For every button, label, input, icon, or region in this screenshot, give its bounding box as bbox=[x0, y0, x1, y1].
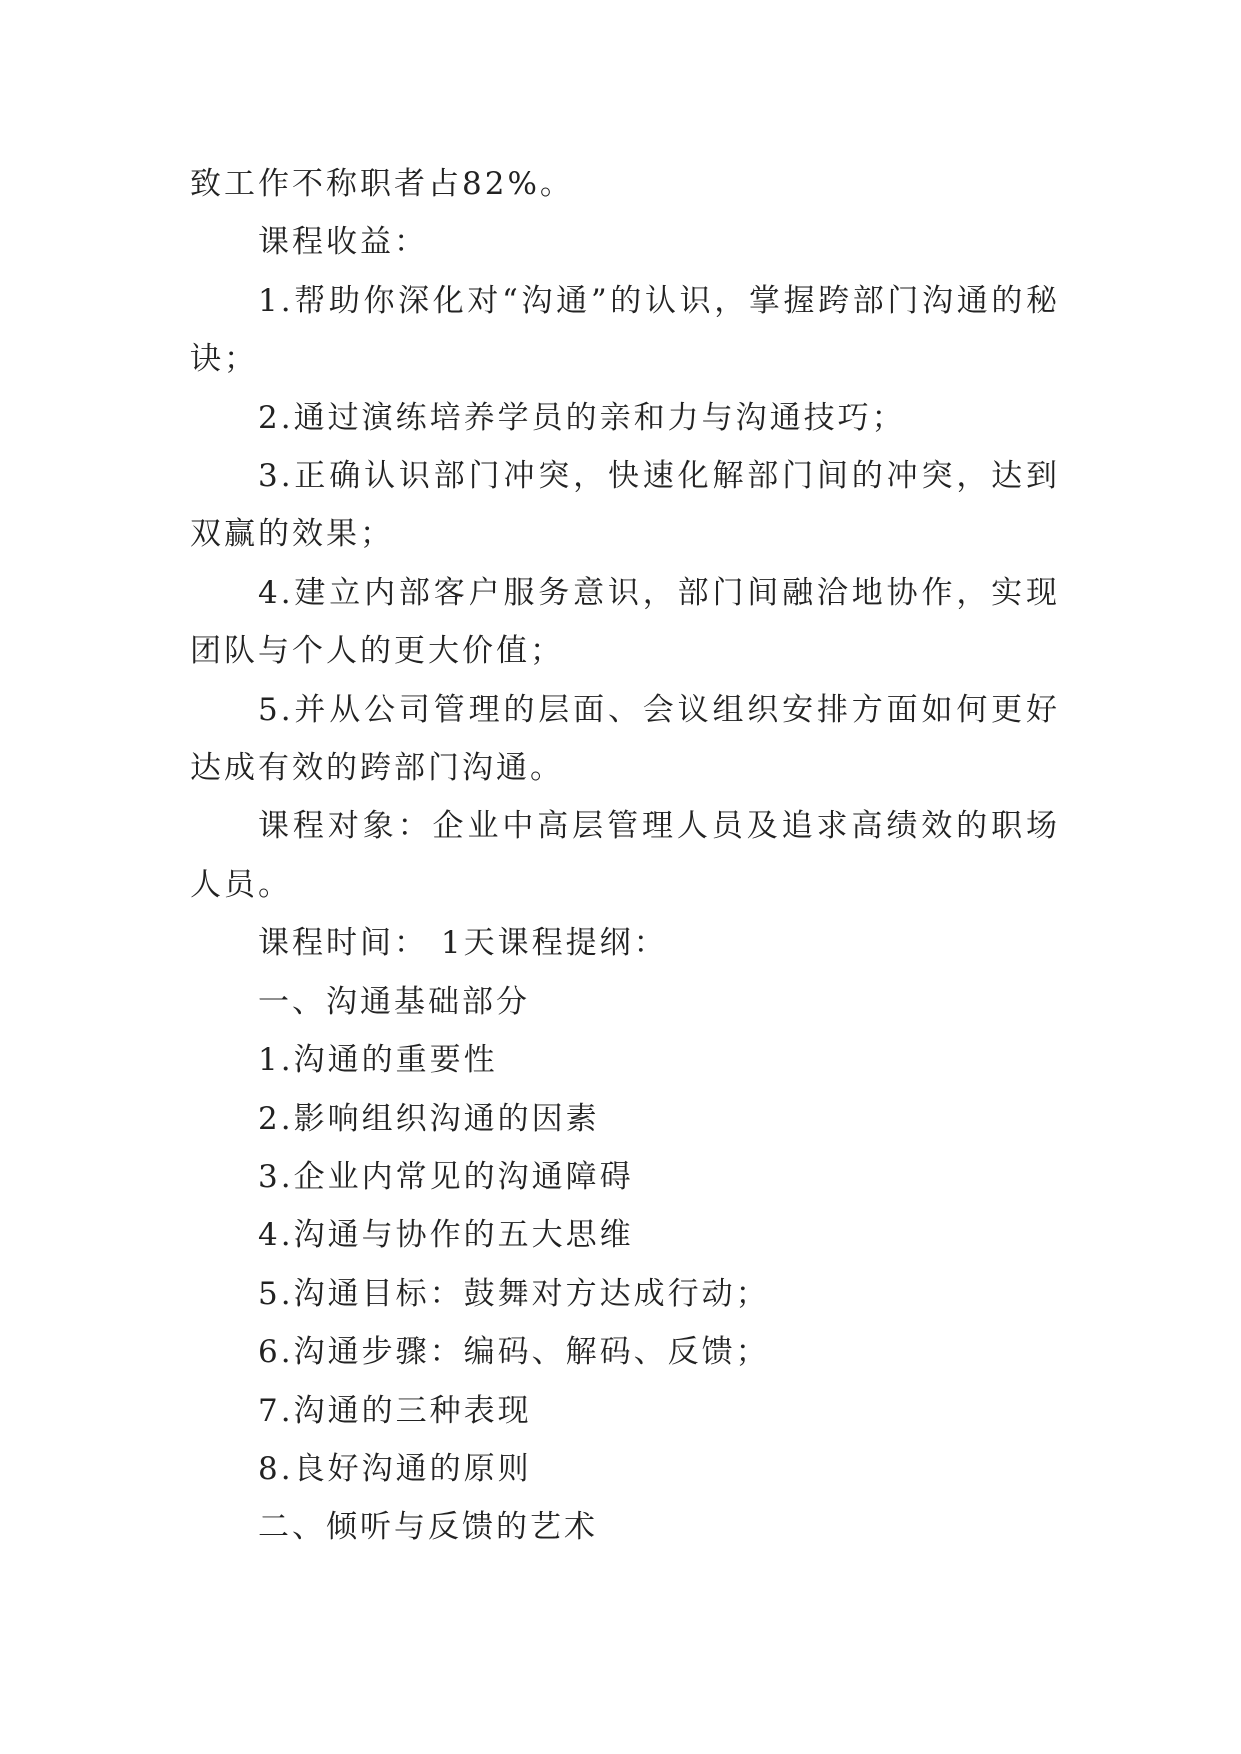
paragraph-outline-item-8: 8.良好沟通的原则 bbox=[258, 1450, 532, 1487]
paragraph-outline-item-1: 1.沟通的重要性 bbox=[258, 1042, 498, 1079]
paragraph-outline-item-5: 5.沟通目标：鼓舞对方达成行动； bbox=[258, 1275, 770, 1312]
paragraph-benefit-3: 3.正确认识部门冲突，快速化解部门间的冲突，达到双赢的效果； bbox=[190, 458, 1060, 553]
paragraph-benefit-4: 4.建立内部客户服务意识，部门间融洽地协作，实现团队与个人的更大价值； bbox=[190, 574, 1060, 670]
document-body bbox=[190, 155, 1060, 1557]
paragraph-outline-item-7: 7.沟通的三种表现 bbox=[258, 1392, 532, 1429]
paragraph-outline-item-6: 6.沟通步骤：编码、解码、反馈； bbox=[258, 1334, 770, 1371]
paragraph-section-2-heading: 二、倾听与反馈的艺术 bbox=[258, 1509, 598, 1546]
paragraph-section-1-heading: 一、沟通基础部分 bbox=[258, 983, 530, 1020]
paragraph-course-audience: 课程对象：企业中高层管理人员及追求高绩效的职场人员。 bbox=[190, 808, 1060, 903]
paragraph-course-benefits-heading: 课程收益： bbox=[258, 224, 428, 261]
paragraph-benefit-1: 1.帮助你深化对“沟通”的认识，掌握跨部门沟通的秘诀； bbox=[190, 282, 1060, 378]
paragraph-continuation: 致工作不称职者占82%。 bbox=[190, 166, 574, 202]
paragraph-outline-item-2: 2.影响组织沟通的因素 bbox=[258, 1100, 600, 1137]
paragraph-outline-item-4: 4.沟通与协作的五大思维 bbox=[258, 1217, 634, 1254]
paragraph-course-time: 课程时间： 1天课程提纲： bbox=[258, 925, 668, 962]
paragraph-outline-item-3: 3.企业内常见的沟通障碍 bbox=[258, 1158, 634, 1195]
paragraph-benefit-2: 2.通过演练培养学员的亲和力与沟通技巧； bbox=[258, 399, 906, 436]
paragraph-benefit-5: 5.并从公司管理的层面、会议组织安排方面如何更好达成有效的跨部门沟通。 bbox=[190, 691, 1060, 787]
